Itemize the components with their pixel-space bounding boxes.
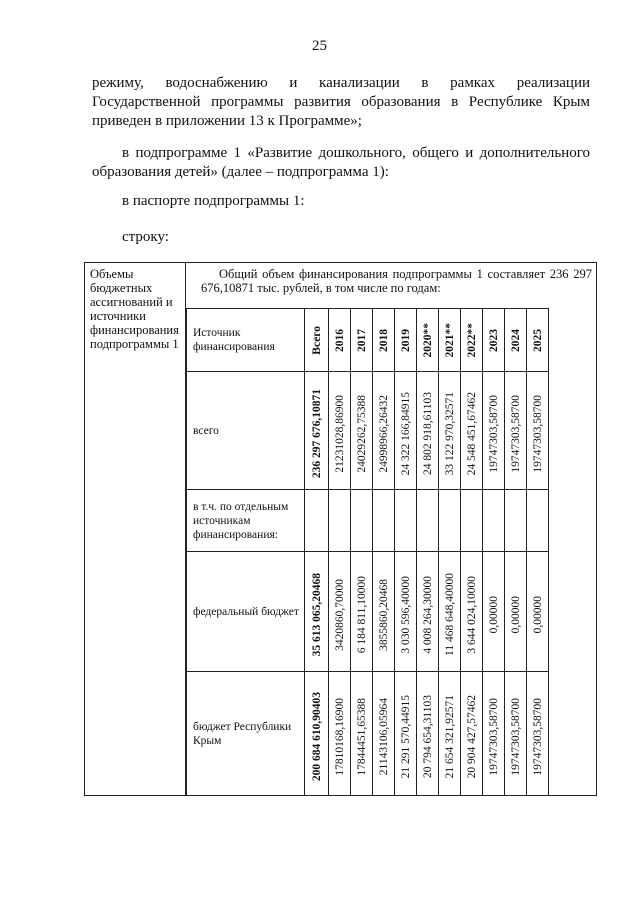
cell: 20 794 654,31103 xyxy=(417,672,439,796)
cell: 17810168,16900 xyxy=(329,672,351,796)
header-col-8: 2023 xyxy=(483,309,505,372)
cell: 0,00000 xyxy=(505,552,527,672)
table-row xyxy=(187,372,549,490)
cell xyxy=(527,490,549,552)
cell: 17844451,65388 xyxy=(351,672,373,796)
cell: 3420860,70000 xyxy=(329,552,351,672)
table-header-row xyxy=(187,309,549,372)
header-col-9: 2024 xyxy=(505,309,527,372)
cell: 19747303,58700 xyxy=(483,672,505,796)
cell: 21 291 570,44915 xyxy=(395,672,417,796)
table-row xyxy=(187,672,549,796)
cell xyxy=(305,490,329,552)
cell: 21231028,86900 xyxy=(329,372,351,490)
header-col-3: 2018 xyxy=(373,309,395,372)
paragraph-2: в подпрограмме 1 «Развитие дошкольного, общего и дополнительного образования детей» (далее – подпрограмма 1): xyxy=(92,145,590,180)
header-col-10: 2025 xyxy=(527,309,549,372)
cell: 24 548 451,67462 xyxy=(461,372,483,490)
cell: 200 684 610,90403 xyxy=(305,672,329,796)
cell: 19747303,58700 xyxy=(505,372,527,490)
page-number: 25 xyxy=(312,38,327,54)
cell: 4 008 264,30000 xyxy=(417,552,439,672)
cell: 3 030 596,40000 xyxy=(395,552,417,672)
header-col-6: 2021** xyxy=(439,309,461,372)
financing-table xyxy=(186,308,549,796)
cell: 236 297 676,10871 xyxy=(305,372,329,490)
cell: 20 904 427,57462 xyxy=(461,672,483,796)
cell: 24029262,75388 xyxy=(351,372,373,490)
cell: 33 122 970,32571 xyxy=(439,372,461,490)
paragraph-1: режиму, водоснабжению и канализации в рамках реализации Государственной программы развития образования в Республике Крым приведен в приложении 13 к Программе»; xyxy=(92,75,590,129)
cell xyxy=(439,490,461,552)
header-col-4: 2019 xyxy=(395,309,417,372)
cell: 0,00000 xyxy=(527,552,549,672)
financing-intro: Общий объем финансирования подпрограммы 1 составляет 236 297 676,10871 тыс. рублей, в том числе по годам: xyxy=(201,267,592,295)
cell: 19747303,58700 xyxy=(505,672,527,796)
paragraph-3: в паспорте подпрограммы 1: xyxy=(122,193,305,209)
source-header: Источник финансирования xyxy=(187,309,305,372)
cell xyxy=(505,490,527,552)
header-col-1: 2016 xyxy=(329,309,351,372)
cell: 21143106,05964 xyxy=(373,672,395,796)
cell xyxy=(461,490,483,552)
header-col-0: Всего xyxy=(305,309,329,372)
cell xyxy=(395,490,417,552)
cell xyxy=(351,490,373,552)
row-label: Объемы бюджетных ассигнований и источники финансирования подпрограммы 1 xyxy=(90,267,179,351)
cell: 3 644 024,10000 xyxy=(461,552,483,672)
table-row xyxy=(187,490,549,552)
cell xyxy=(417,490,439,552)
header-col-7: 2022** xyxy=(461,309,483,372)
cell: 35 613 065,20468 xyxy=(305,552,329,672)
row-label-federal: федеральный бюджет xyxy=(187,552,305,672)
paragraph-4: строку: xyxy=(122,229,169,245)
row-label-total: всего xyxy=(187,372,305,490)
cell: 11 468 648,40000 xyxy=(439,552,461,672)
cell: 19747303,58700 xyxy=(483,372,505,490)
cell: 0,00000 xyxy=(483,552,505,672)
row-label-regional: бюджет Республики Крым xyxy=(187,672,305,796)
cell: 24 322 166,84915 xyxy=(395,372,417,490)
cell: 19747303,58700 xyxy=(527,372,549,490)
cell: 21 654 321,92571 xyxy=(439,672,461,796)
header-col-2: 2017 xyxy=(351,309,373,372)
header-col-5: 2020** xyxy=(417,309,439,372)
cell xyxy=(329,490,351,552)
cell xyxy=(483,490,505,552)
cell: 6 184 811,10000 xyxy=(351,552,373,672)
cell xyxy=(373,490,395,552)
cell: 3855860,20468 xyxy=(373,552,395,672)
cell: 19747303,58700 xyxy=(527,672,549,796)
row-label-by-source: в т.ч. по отдельным источникам финансирования: xyxy=(187,490,305,552)
cell: 24998966,26432 xyxy=(373,372,395,490)
cell: 24 802 918,61103 xyxy=(417,372,439,490)
table-row xyxy=(187,552,549,672)
